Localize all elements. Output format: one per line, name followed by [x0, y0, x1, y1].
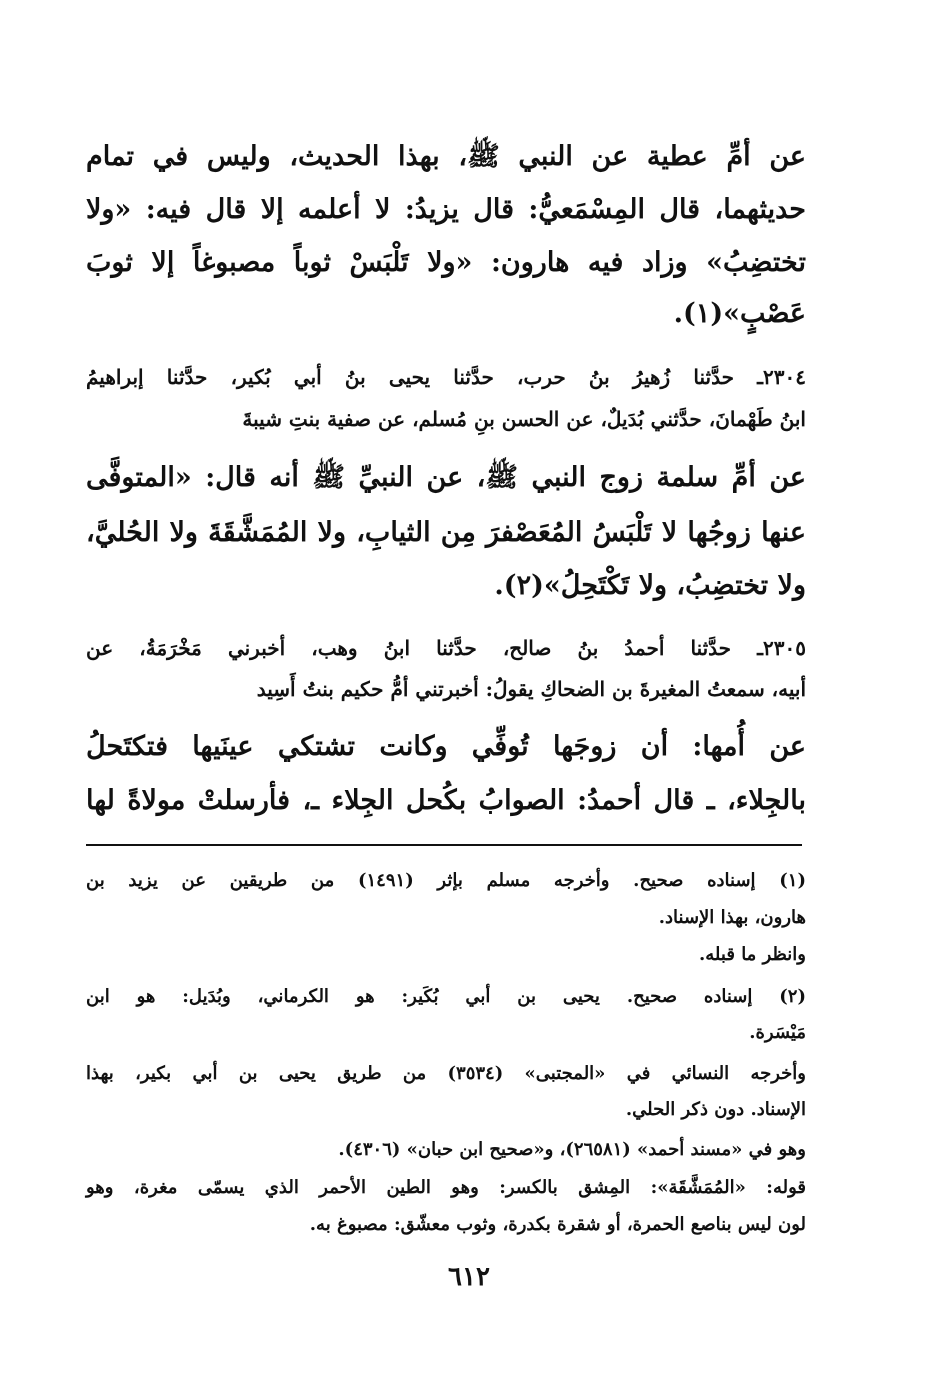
text-line: عن أمِّ سلمة زوج النبي ﷺ، عن النبيِّ ﷺ أنه قال: «المتوفَّى — [86, 462, 806, 493]
footnote-line: لون ليس بناصع الحمرة، أو شقرة بكدرة، وثوب معشّق: مصبوغ به. — [309, 1214, 806, 1235]
footnote-line: (٢) إسناده صحيح. يحيى بن أبي بُكَير: هو الكرماني، وبُدَيل: هو ابن — [86, 986, 806, 1007]
text-line: ولا تختضِبُ، ولا تَكْتَحِلُ»(٢). — [494, 570, 806, 601]
text-line: تختضِبُ» وزاد فيه هارون: «ولا تَلْبَسْ ثوباً مصبوغاً إلا ثوبَ — [86, 247, 806, 278]
text-line: حديثهما، قال المِسْمَعيُّ: قال يزيدُ: لا أعلمه إلا قال فيه: «ولا — [86, 194, 806, 225]
footnote-divider — [86, 844, 802, 846]
text-line: عن أمِّ عطية عن النبي ﷺ، بهذا الحديث، وليس في تمام — [86, 141, 806, 172]
footnote-line: وهو في «مسند أحمد» (٢٦٥٨١)، و«صحيح ابن حبان» (٤٣٠٦). — [338, 1139, 806, 1160]
text-line: عن أُمها: أن زوجَها تُوفِّي وكانت تشتكي عينَيها فتكتَحلُ — [86, 731, 806, 762]
footnote-line: وأخرجه النسائي في «المجتبى» (٣٥٣٤) من طريق يحيى بن أبي بكير، بهذا — [86, 1063, 806, 1084]
isnad-line: أبيه، سمعتُ المغيرةَ بن الضحاكِ يقولُ: أخبرتني أمُّ حكيم بنتُ أَسِيد — [256, 677, 806, 701]
isnad-line: ابنُ طَهْمانَ، حدَّثني بُدَيلٌ، عن الحسن بنِ مُسلم، عن صفية بنتِ شيبةَ — [242, 407, 806, 431]
page-number: ٦١٢ — [448, 1262, 490, 1292]
isnad-line: ٢٣٠٤ـ حدَّثنا زُهيرُ بنُ حرب، حدَّثنا يحيى بنُ أبي بُكير، حدَّثنا إبراهيمُ — [86, 365, 806, 389]
footnote-line: مَيْسَرة. — [749, 1022, 806, 1043]
footnote-line: قوله: «المُمَشَّقَة»: المِشق بالكسر: وهو الطين الأحمر الذي يسمّى مغرة، وهو — [86, 1177, 806, 1198]
text-line: عَصْبٍ»(١). — [673, 298, 806, 329]
footnote-line: الإسناد. دون ذكر الحلي. — [625, 1099, 806, 1120]
text-line: عنها زوجُها لا تَلْبَسُ المُعَصْفرَ مِن الثيابِ، ولا المُمَشَّقَةَ ولا الحُليَّ، — [86, 517, 806, 548]
footnote-line: هارون، بهذا الإسناد. — [658, 907, 806, 928]
text-line: بالجِلاء، ـ قال أحمدُ: الصوابُ بكُحل الجِلاء ـ، فأرسلتْ مولاةً لها — [86, 785, 806, 816]
footnote-line: وانظر ما قبله. — [699, 944, 806, 965]
isnad-line: ٢٣٠٥ـ حدَّثنا أحمدُ بنُ صالح، حدَّثنا ابنُ وهب، أخبرني مَخْرَمَةُ، عن — [86, 636, 806, 660]
footnote-line: (١) إسناده صحيح. وأخرجه مسلم بإثر (١٤٩١) من طريقين عن يزيد بن — [86, 870, 806, 891]
